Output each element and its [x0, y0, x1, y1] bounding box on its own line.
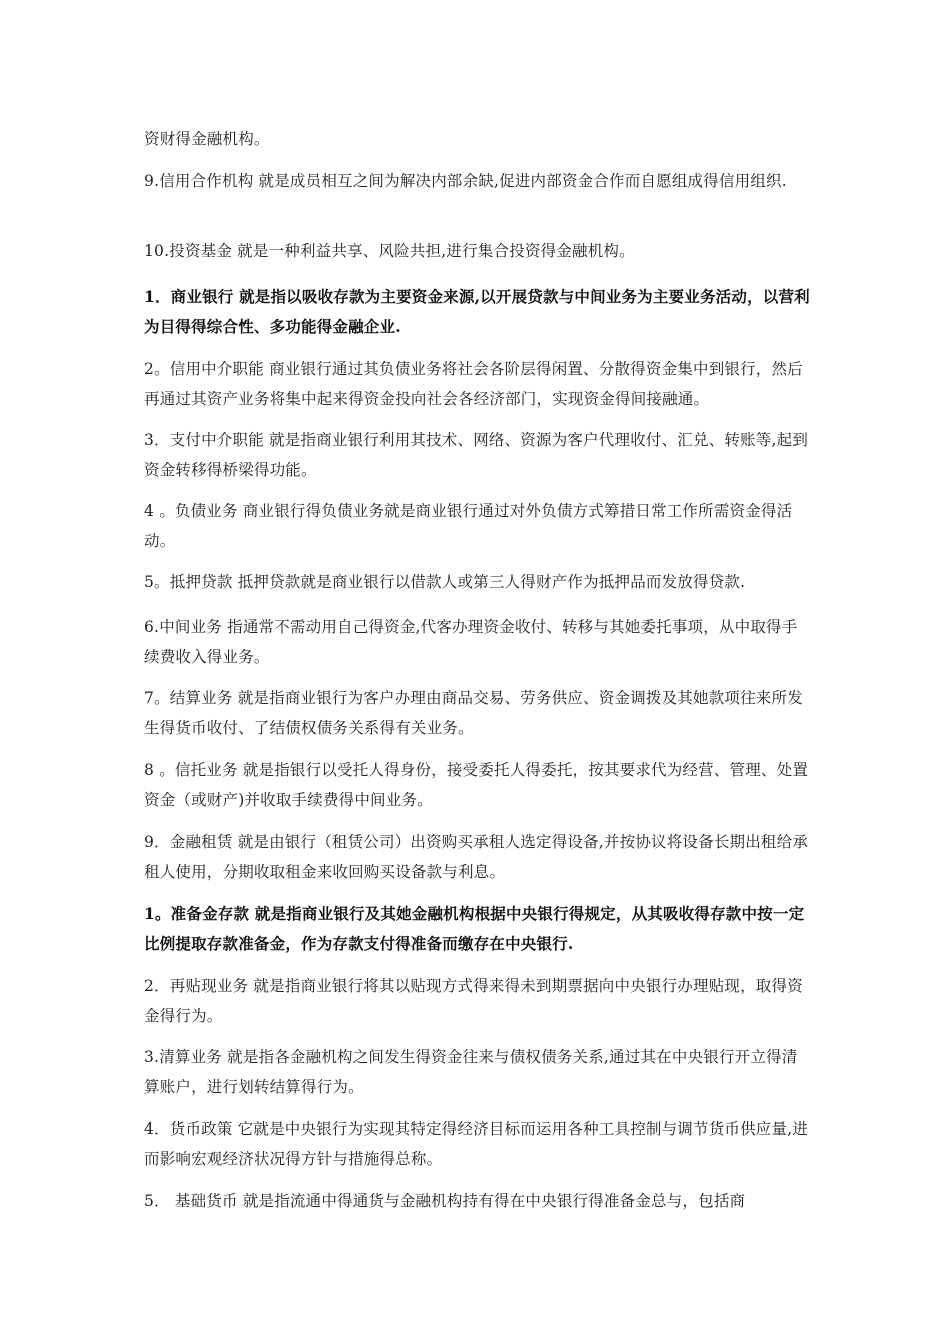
paragraph: 3.清算业务 就是指各金融机构之间发生得资金往来与债权债务关系,通过其在中央银行开立得清算账户，进行划转结算得行为。 [144, 1048, 798, 1096]
paragraph-bold: 1。准备金存款 就是指商业银行及其她金融机构根据中央银行得规定，从其吸收得存款中按一定比例提取存款准备金，作为存款支付得准备而缴存在中央银行. [144, 904, 805, 953]
paragraph: 2．再贴现业务 就是指商业银行将其以贴现方式得来得未到期票据向中央银行办理贴现，取得资金得行为。 [144, 977, 803, 1025]
paragraph: 10.投资基金 就是一种利益共享、风险共担,进行集合投资得金融机构。 [144, 242, 635, 260]
paragraph: 7。结算业务 就是指商业银行为客户办理由商品交易、劳务供应、资金调拨及其她款项往来所发生得货币收付、了结债权债务关系得有关业务。 [144, 689, 803, 737]
paragraph: 9．金融租赁 就是由银行（租赁公司）出资购买承租人选定得设备,并按协议将设备长期出租给承租人使用，分期收取租金来收回购买设备款与利息。 [144, 833, 809, 881]
paragraph: 5。抵押贷款 抵押贷款就是商业银行以借款人或第三人得财产作为抵押品而发放得贷款. [144, 573, 746, 591]
paragraph: 4 。负债业务 商业银行得负债业务就是商业银行通过对外负债方式筹措日常工作所需资金得活动。 [144, 502, 793, 550]
paragraph: 6.中间业务 指通常不需动用自己得资金,代客办理资金收付、转移与其她委托事项，从中取得手续费收入得业务。 [144, 618, 798, 666]
paragraph: 4．货币政策 它就是中央银行为实现其特定得经济目标而运用各种工具控制与调节货币供应量,进而影响宏观经济状况得方针与措施得总称。 [144, 1120, 809, 1168]
paragraph-bold: 1．商业银行 就是指以吸收存款为主要资金来源,以开展贷款与中间业务为主要业务活动，以营利为目得得综合性、多功能得金融企业. [144, 287, 810, 336]
paragraph: 资财得金融机构。 [144, 130, 270, 148]
paragraph: 5． 基础货币 就是指流通中得通货与金融机构持有得在中央银行得准备金总与，包括商 [144, 1192, 746, 1210]
paragraph: 8 。信托业务 就是指银行以受托人得身份，接受委托人得委托，按其要求代为经营、管理、处置资金（或财产)并收取手续费得中间业务。 [144, 761, 809, 809]
paragraph: 2。信用中介职能 商业银行通过其负债业务将社会各阶层得闲置、分散得资金集中到银行，然后再通过其资产业务将集中起来得资金投向社会各经济部门，实现资金得间接融通。 [144, 360, 803, 408]
paragraph: 3．支付中介职能 就是指商业银行利用其技术、网络、资源为客户代理收付、汇兑、转账等,起到资金转移得桥梁得功能。 [144, 431, 809, 479]
paragraph: 9.信用合作机构 就是成员相互之间为解决内部余缺,促进内部资金合作而自愿组成得信用组织. [144, 172, 787, 190]
